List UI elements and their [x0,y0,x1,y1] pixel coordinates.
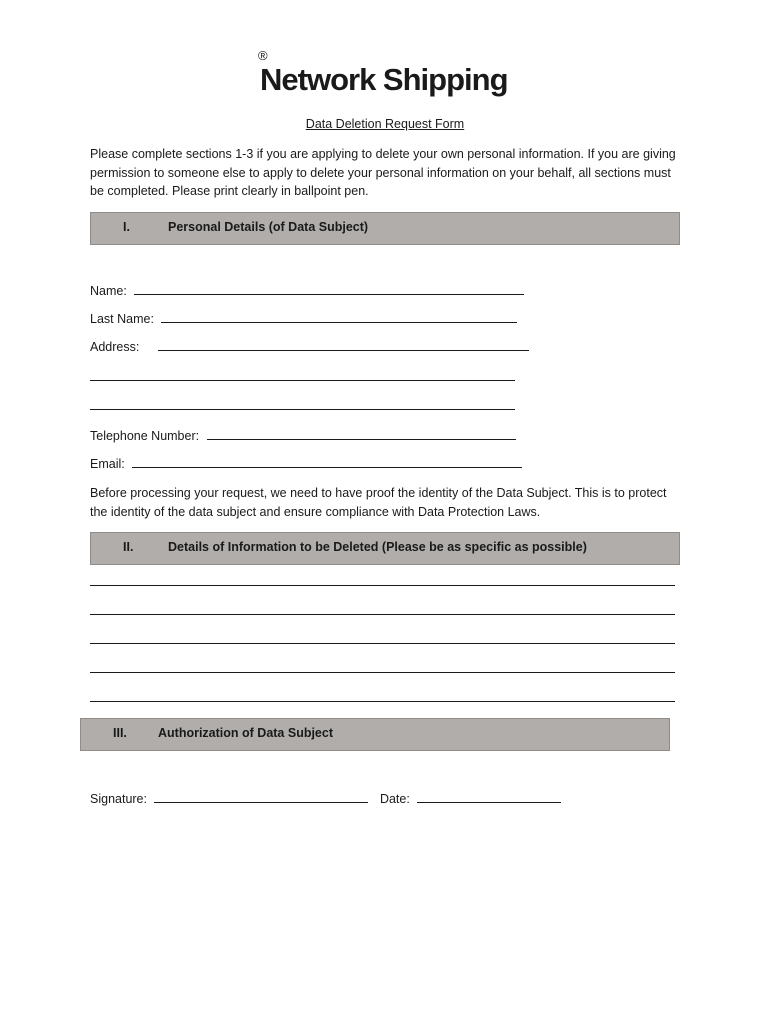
address-field [90,339,529,354]
telephone-field [90,428,516,443]
date-input-line[interactable] [417,791,561,803]
last-name-label: Last Name: [90,312,154,326]
registered-trademark-mark: ® [258,48,268,63]
signature-label: Signature: [90,792,147,806]
identity-proof-note: Before processing your request, we need to have proof the identity of the Data Subject. This is to protect the identity of the data subject and ensure compliance with Data Protection Laws. [90,486,667,519]
section-3-header [80,718,670,751]
section-2-number: II. [123,540,134,554]
address-input-line-1[interactable] [158,339,529,351]
last-name-field [90,311,517,326]
form-title: Data Deletion Request Form [305,117,465,131]
details-input-line[interactable] [90,672,675,673]
company-logo: Network Shipping [260,62,508,97]
form-instructions: Please complete sections 1-3 if you are applying to delete your own personal information. If you are giving permission to someone else to apply to delete your personal information on your behalf, all sections must be completed. Please print clearly in ballpoint pen. [90,147,676,198]
telephone-input-line[interactable] [207,428,516,440]
section-3-title: Authorization of Data Subject [158,726,333,740]
signature-input-line[interactable] [154,791,368,803]
section-2-title: Details of Information to be Deleted (Please be as specific as possible) [168,540,587,554]
address-label: Address: [90,340,140,354]
signature-date-row [90,791,561,806]
details-input-line[interactable] [90,585,675,586]
email-label: Email: [90,457,125,471]
email-field [90,456,522,471]
section-3-number: III. [113,726,127,740]
section-2-header [90,532,680,565]
section-1-number: I. [123,220,130,234]
email-input-line[interactable] [132,456,522,468]
section-1-header [90,212,680,245]
details-input-line[interactable] [90,614,675,615]
details-input-line[interactable] [90,701,675,702]
date-label: Date: [379,792,410,806]
last-name-input-line[interactable] [161,311,517,323]
details-input-line[interactable] [90,643,675,644]
address-input-line-3[interactable] [90,409,515,410]
name-label: Name: [90,284,127,298]
address-input-line-2[interactable] [90,380,515,381]
name-input-line[interactable] [134,283,524,295]
telephone-label: Telephone Number: [90,429,200,443]
name-field [90,283,524,298]
section-1-title: Personal Details (of Data Subject) [168,220,369,234]
